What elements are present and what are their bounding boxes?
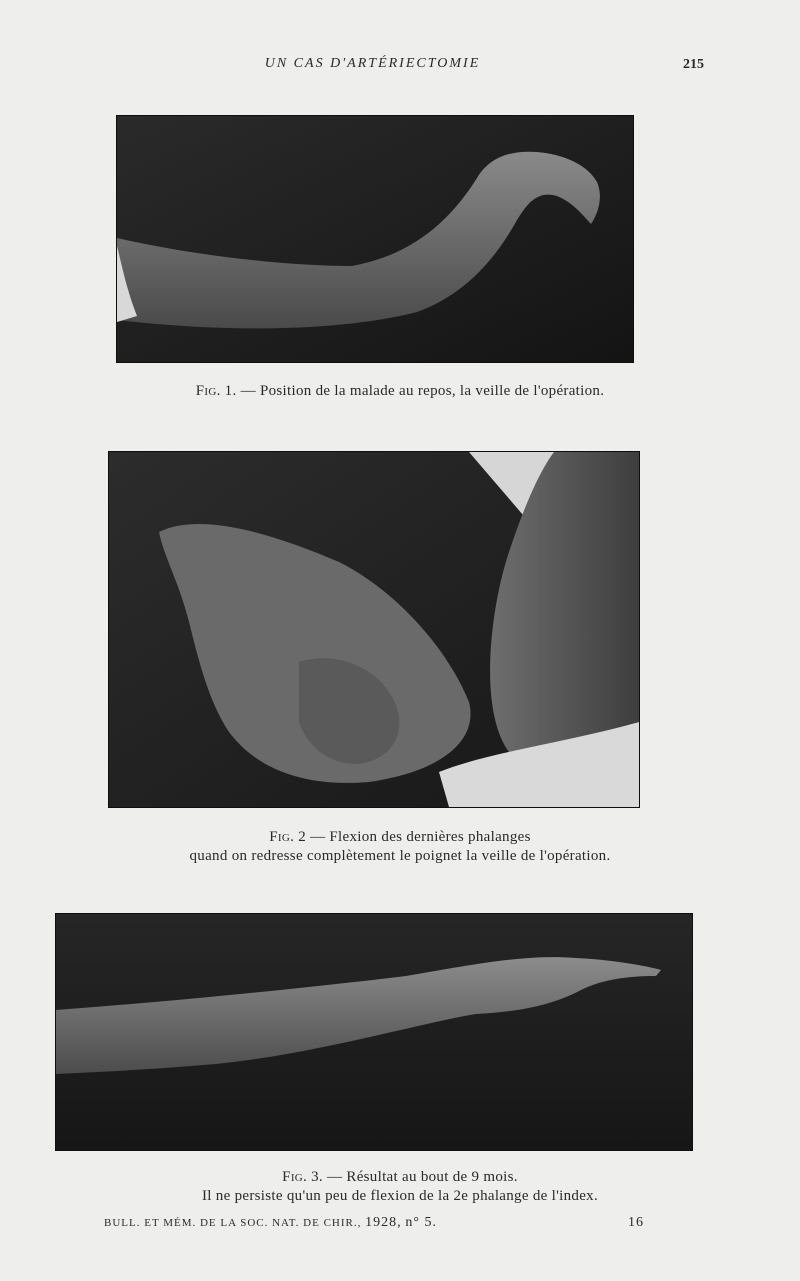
figure-3-label: Fig. 3. — [282, 1169, 323, 1185]
figure-2-caption-line-2: quand on redresse complètement le poignet la veille de l'opération. — [189, 848, 611, 864]
figure-2-caption-text-1: — Flexion des dernières phalanges — [310, 829, 531, 845]
running-title: UN CAS D'ARTÉRIECTOMIE — [264, 56, 481, 71]
figure-1-photo — [116, 115, 634, 363]
figure-1-caption — [60, 382, 740, 401]
figure-2-label: Fig. 2 — [269, 829, 306, 845]
figure-3-caption-line-2: Il ne persiste qu'un peu de flexion de la 2e phalange de l'index. — [201, 1188, 599, 1204]
footer-source: BULL. ET MÉM. DE LA SOC. NAT. DE CHIR., — [104, 1217, 362, 1229]
figure-3-caption-text-1: — Résultat au bout de 9 mois. — [327, 1169, 518, 1185]
figure-1-label: Fig. 1. — [195, 383, 237, 399]
figure-3-caption-line-1 — [60, 1168, 740, 1187]
figure-3-photo — [55, 913, 693, 1151]
footer-issue: n° 5. — [405, 1215, 437, 1230]
footer-signature: 16 — [628, 1215, 644, 1230]
footer-citation — [104, 1215, 437, 1231]
figure-2-caption — [60, 828, 740, 866]
figure-3-caption — [60, 1168, 740, 1206]
figure-2-photo — [108, 451, 640, 808]
page-number: 215 — [683, 57, 704, 72]
footer-year: 1928, — [365, 1215, 402, 1230]
page-footer — [104, 1215, 644, 1231]
figure-1-caption-line: — Position de la malade au repos, la veille de l'opération. — [240, 383, 605, 399]
figure-2-caption-line-1 — [60, 828, 740, 847]
